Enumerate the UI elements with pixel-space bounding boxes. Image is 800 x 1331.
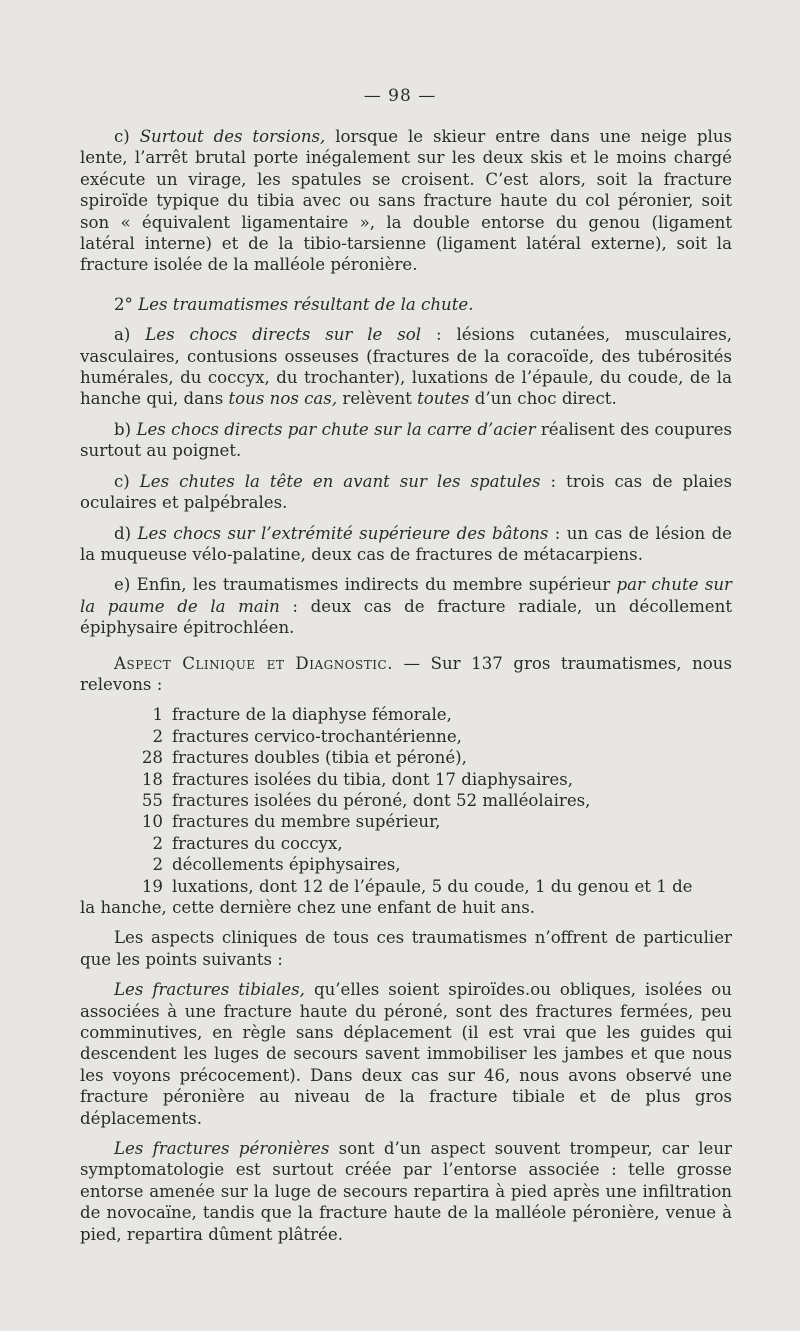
paragraph-text: lorsque le skieur entre dans une neige plus lente, l’arrêt brutal porte inégalement sur les deux skis et le moins chargé exécute un virage, les spatules se croisent. C’est alors, soit la fracture spiroïde typique du tibia avec ou sans fracture haute du col péronier, soit son « équivalent ligamentaire », la double entorse du genou (ligament latéral interne) et de la tibio-tarsienne (ligament latéral externe), soit la fracture isolée de la malléole péronière. — [80, 127, 733, 275]
paragraph-text: — Sur 137 gros traumatismes, nous relevons : — [80, 653, 732, 694]
item-count: 10 — [141, 812, 163, 832]
emphasis: par chute sur la paume de la main — [80, 575, 732, 616]
list-item — [80, 747, 732, 768]
list-item — [80, 854, 732, 875]
emphasis: tous nos cas, — [228, 389, 338, 409]
paragraph-label: a) — [114, 325, 131, 345]
paragraph-d — [80, 523, 732, 566]
paragraph-text: : lésions cutanées, musculaires, vasculaires, contusions osseuses (fractures de la coracoïde, des tubérosités humérales, du coccyx, du trochanter), luxations de l’épaule, du coude, de la hanche qui, dans — [80, 325, 732, 409]
paragraph-torsions — [80, 126, 732, 276]
item-label: fractures du membre supérieur, — [172, 812, 441, 832]
paragraph-label: d) — [114, 523, 132, 543]
paragraph-title: Les fractures péronières — [114, 1139, 330, 1159]
paragraph-a — [80, 324, 732, 410]
paragraph-label: c) — [114, 471, 130, 491]
paragraph-title: Les chocs sur l’extrémité supérieure des bâtons — [137, 523, 549, 543]
item-count: 2 — [152, 833, 163, 853]
paragraph-title: Surtout des torsions, — [139, 127, 326, 146]
item-count: 2 — [152, 726, 163, 746]
item-count: 28 — [141, 748, 163, 768]
paragraph-text: : trois cas de plaies oculaires et palpébrales. — [80, 471, 732, 513]
paragraph-title: Les chocs directs sur le sol — [145, 325, 422, 345]
list-continuation: la hanche, cette dernière chez une enfant de huit ans. — [80, 898, 536, 917]
paragraph-aspect-clinique — [80, 653, 732, 696]
injury-list — [80, 704, 732, 918]
item-label: fracture de la diaphyse fémorale, — [172, 705, 452, 725]
section-heading-2 — [80, 294, 732, 315]
item-label: fractures du coccyx, — [172, 833, 343, 853]
list-item — [80, 726, 732, 747]
item-label: décollements épiphysaires, — [172, 855, 401, 875]
paragraph-text: qu’elles soient spiroïdes.ou obliques, isolées ou associées à une fracture haute du péroné, sont des fractures fermées, peu comminutives, en règle sans déplacement (il est vrai que les guides qui descendent les luges de secours savent immobiliser les jambes et que nous les voyons précocement). Dans deux cas sur 46, nous avons observé une fracture péronière au niveau de la fracture tibiale et de plus gros déplacements. — [80, 980, 732, 1128]
item-label: fractures doubles (tibia et péroné), — [172, 748, 467, 768]
item-count: 2 — [152, 855, 163, 875]
section-title: Les traumatismes résultant de la chute. — [138, 294, 474, 314]
paragraph-text: : un cas de lésion de la muqueuse vélo-palatine, deux cas de fractures de métacarpiens. — [80, 523, 733, 564]
list-item — [80, 811, 732, 832]
paragraph-e — [80, 574, 732, 638]
item-count: 19 — [141, 876, 163, 896]
item-label: fractures isolées du tibia, dont 17 diaphysaires, — [172, 769, 574, 789]
item-label: fractures cervico-trochantérienne, — [172, 726, 462, 746]
paragraph-aspects: Les aspects cliniques de tous ces traumatismes n’offrent de particulier que les points suivants : — [80, 928, 732, 969]
paragraph-b — [80, 419, 732, 462]
section-heading: Aspect Clinique et Diagnostic. — [114, 653, 393, 673]
item-count: 18 — [141, 769, 163, 789]
paragraph-title: Les fractures tibiales, — [114, 980, 305, 1000]
paragraph-text: relèvent — [337, 389, 418, 409]
paragraph-fractures-peronieres — [80, 1138, 732, 1245]
paragraph-text: sont d’un aspect souvent trompeur, car leur symptomatologie est surtout créée par l’entorse associée : telle grosse entorse amenée sur la luge de secours repartira à pied après une infiltration de novocaïne, tandis que la fracture haute de la malléole péronière, venue à pied, repartira dûment plâtrée. — [80, 1139, 732, 1244]
paragraph-text: réalisent des coupures surtout au poignet. — [80, 419, 732, 461]
body-text — [80, 126, 732, 1254]
page-number: — 98 — — [363, 86, 437, 106]
list-item — [80, 769, 732, 790]
paragraph-label: c) — [114, 127, 130, 146]
list-item — [80, 704, 732, 725]
emphasis: toutes — [417, 389, 470, 409]
list-item — [80, 790, 732, 811]
paragraph-text: d’un choc direct. — [469, 389, 617, 409]
item-count: 55 — [141, 790, 163, 810]
item-count: 1 — [152, 705, 163, 725]
paragraph-label: b) — [114, 419, 132, 439]
section-number: 2° — [114, 294, 133, 314]
paragraph-c — [80, 471, 732, 514]
paragraph-fractures-tibiales — [80, 979, 732, 1129]
item-label: luxations, dont 12 de l’épaule, 5 du coude, 1 du genou et 1 de — [172, 876, 693, 896]
paragraph-title: Les chutes la tête en avant sur les spatules — [139, 471, 541, 491]
list-item — [80, 833, 732, 854]
item-label: fractures isolées du péroné, dont 52 malléolaires, — [172, 790, 591, 810]
paragraph-text: e) Enfin, les traumatismes indirects du membre supérieur — [114, 575, 617, 595]
paragraph-title: Les chocs directs par chute sur la carre d’acier — [136, 419, 536, 439]
list-item — [80, 876, 732, 897]
paragraph-text: : deux cas de fracture radiale, un décollement épiphysaire épitrochléen. — [80, 596, 732, 638]
